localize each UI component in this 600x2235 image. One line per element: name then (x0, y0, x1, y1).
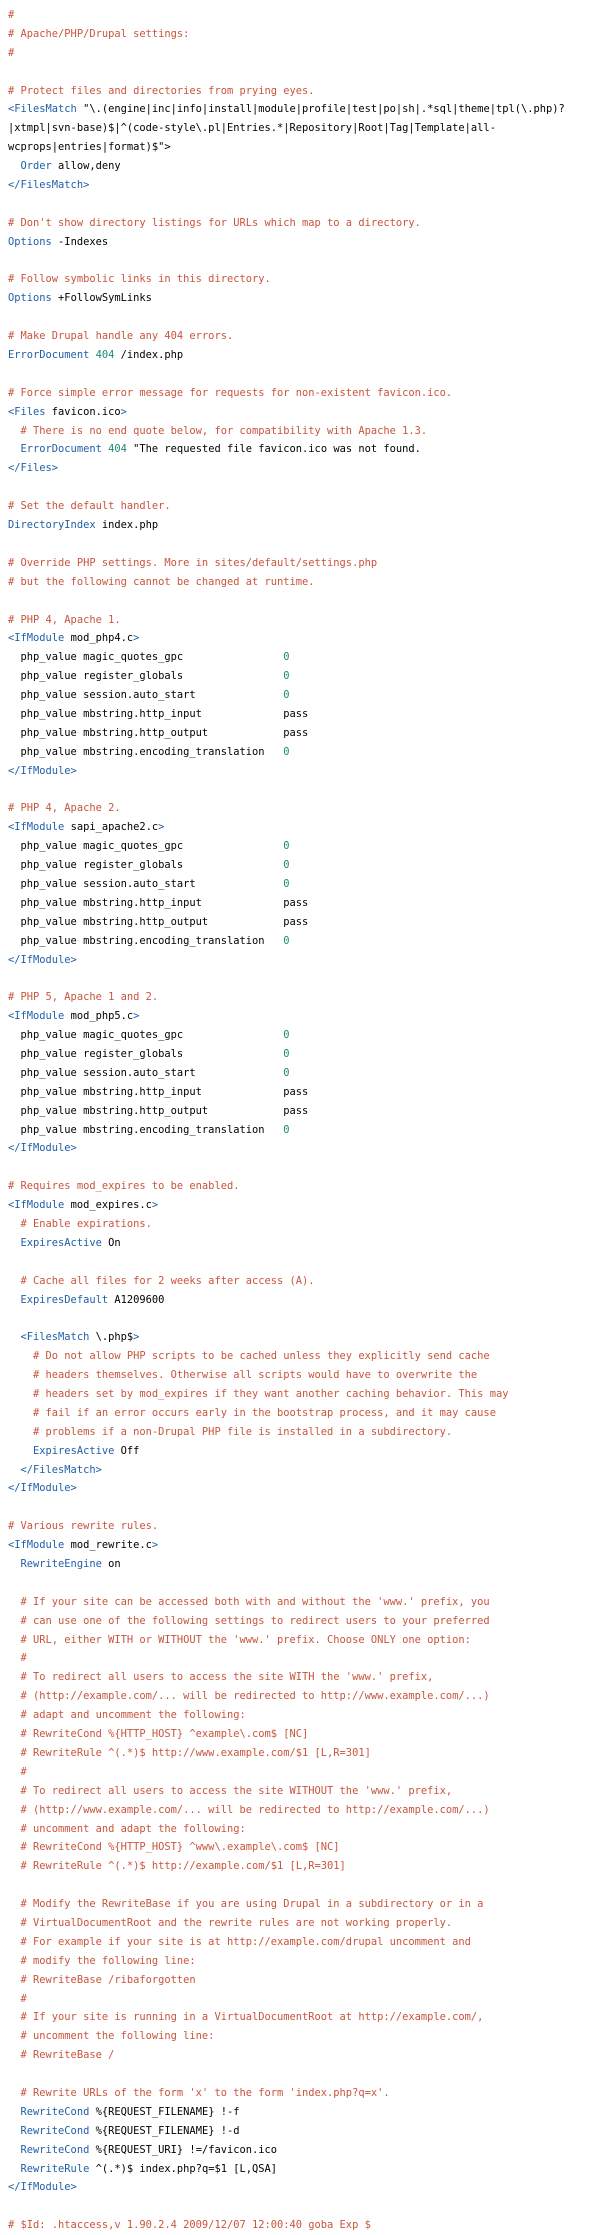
tag-token: <IfModule (8, 1010, 71, 1023)
comment-text: # headers set by mod_expires if they want another caching behavior. This may (8, 1388, 509, 1401)
code-text: -Indexes (51, 235, 109, 248)
comment-text: # Enable expirations. (8, 1218, 152, 1230)
tag-token: </IfModule> (8, 2181, 77, 2194)
comment-text: # adapt and uncomment the following: (8, 1709, 246, 1722)
number-token: 0 (283, 877, 290, 890)
comment-text: # (http://www.example.com/... will be redirected to http://example.com/...) (8, 1803, 490, 1816)
code-text: php_value mbstring.http_output pass (8, 1104, 309, 1117)
code-text: Off (114, 1444, 140, 1457)
code-text: +FollowSymLinks (51, 292, 152, 305)
code-line (8, 856, 600, 875)
comment-text: # fail if an error occurs early in the bootstrap process, and it may cause (8, 1406, 496, 1419)
code-line (8, 2160, 600, 2179)
code-line (8, 894, 600, 913)
comment-text: # PHP 4, Apache 2. (8, 802, 121, 815)
code-line (8, 44, 600, 63)
code-line (8, 214, 600, 233)
code-text: mod_expires.c (70, 1199, 152, 1212)
code-line (8, 611, 600, 630)
code-line (8, 1196, 600, 1215)
code-text: php_value register_globals (8, 1047, 284, 1060)
code-line (8, 2141, 600, 2160)
comment-text: # VirtualDocumentRoot and the rewrite rules are not working properly. (8, 1916, 453, 1929)
code-text: php_value magic_quotes_gpc (8, 1029, 284, 1042)
code-line (8, 913, 600, 932)
comment-text: # To redirect all users to access the site WITHOUT the 'www.' prefix, (8, 1784, 453, 1797)
code-line (8, 1309, 600, 1328)
number-token: 0 (283, 840, 290, 853)
code-text: php_value mbstring.encoding_translation (8, 934, 284, 947)
tag-token: <IfModule (8, 632, 71, 645)
directive-token: RewriteCond (20, 2105, 90, 2118)
code-line (8, 743, 600, 762)
tag-token: > (151, 1539, 159, 1552)
tag-token: </IfModule> (8, 764, 77, 777)
code-line (8, 1517, 600, 1536)
directive-token: RewriteEngine (20, 1558, 102, 1571)
code-line (8, 1234, 600, 1253)
code-text: %{REQUEST_FILENAME} !-f (89, 2105, 240, 2118)
tag-token: > (158, 821, 165, 834)
code-line (8, 1102, 600, 1121)
code-line (8, 629, 600, 648)
comment-text: # RewriteCond %{HTTP_HOST} ^www\.example\.com$ [NC] (8, 1841, 340, 1854)
code-text: On (101, 1236, 121, 1249)
code-line (8, 1007, 600, 1026)
code-line (8, 951, 600, 970)
comment-text: # Modify the RewriteBase if you are using Drupal in a subdirectory or in a (8, 1898, 484, 1911)
number-token: 0 (283, 1066, 290, 1079)
code-line (8, 1083, 600, 1102)
code-line (8, 1404, 600, 1423)
code-text: "The requested file favicon.ico was not found. (126, 443, 421, 456)
code-line (8, 1876, 600, 1895)
code-text: php_value register_globals (8, 670, 284, 683)
comment-text: # Follow symbolic links in this directory. (8, 273, 271, 286)
code-line (8, 422, 600, 441)
comment-text: # If your site can be accessed both with and without the 'www.' prefix, you (8, 1595, 490, 1608)
code-line (8, 1952, 600, 1971)
tag-token: <Files (8, 405, 52, 418)
comment-text: # (8, 1652, 27, 1665)
code-text: sapi_apache2.c (70, 821, 159, 834)
code-line (8, 1139, 600, 1158)
comment-text: # Protect files and directories from prying eyes. (8, 84, 315, 97)
comment-text: # Make Drupal handle any 404 errors. (8, 330, 234, 343)
code-line (8, 1461, 600, 1480)
code-text (8, 1445, 33, 1457)
code-line (8, 1328, 600, 1347)
code-line (8, 2122, 600, 2141)
code-line (8, 176, 600, 195)
code-line (8, 346, 600, 365)
tag-token: > (133, 1010, 140, 1023)
code-line (8, 403, 600, 422)
code-line (8, 1763, 600, 1782)
tag-token: <IfModule (8, 1539, 71, 1552)
tag-token: </IfModule> (8, 953, 77, 966)
tag-token: > (133, 632, 140, 645)
code-line (8, 1782, 600, 1801)
code-text (8, 2125, 21, 2137)
code-text: php_value mbstring.http_input pass (8, 896, 309, 909)
code-text: mod_php4.c (70, 632, 134, 645)
code-line (8, 554, 600, 573)
code-line (8, 119, 600, 138)
code-line (8, 1385, 600, 1404)
code-text: ^(.*)$ index.php?q=$1 [L,QSA] (89, 2162, 278, 2175)
comment-text: # but the following cannot be changed at runtime. (8, 575, 315, 588)
comment-text: # To redirect all users to access the site WITH the 'www.' prefix, (8, 1671, 434, 1684)
code-text: php_value session.auto_start (8, 877, 284, 890)
code-line (8, 82, 600, 101)
comment-text: # modify the following line: (8, 1954, 196, 1967)
comment-text: # Override PHP settings. More in sites/default/settings.php (8, 556, 378, 569)
comment-text: # (8, 9, 15, 21)
code-line (8, 573, 600, 592)
code-text: mod_rewrite.c (70, 1539, 152, 1552)
code-line (8, 384, 600, 403)
code-line (8, 1687, 600, 1706)
code-text (8, 2144, 21, 2156)
code-line (8, 762, 600, 781)
code-line (8, 1366, 600, 1385)
number-token: 0 (283, 651, 290, 664)
code-line (8, 2084, 600, 2103)
directive-token: ExpiresActive (33, 1444, 115, 1457)
code-line (8, 2027, 600, 2046)
code-line (8, 1668, 600, 1687)
code-line (8, 1536, 600, 1555)
comment-text: # uncomment and adapt the following: (8, 1822, 246, 1835)
tag-token: </FilesMatch> (8, 179, 90, 192)
code-line (8, 1291, 600, 1310)
code-line (8, 2197, 600, 2216)
comment-text: # (8, 46, 15, 59)
code-text: wcprops|entries|format)$"> (8, 141, 171, 154)
code-text: \.php$ (95, 1331, 134, 1344)
code-text (8, 1294, 21, 1306)
code-text: /index.php (114, 349, 184, 362)
directive-token: RewriteCond (20, 2143, 90, 2156)
comment-text: # RewriteBase / (8, 2049, 115, 2062)
code-text: php_value mbstring.http_input pass (8, 707, 309, 720)
code-line (8, 1649, 600, 1668)
code-line (8, 1574, 600, 1593)
code-text (8, 1558, 21, 1570)
code-line (8, 1933, 600, 1952)
number-token: 0 (283, 934, 290, 947)
number-token: 0 (283, 1047, 290, 1060)
comment-text: # headers themselves. Otherwise all scripts would have to overwrite the (8, 1369, 478, 1382)
directive-token: ExpiresDefault (20, 1293, 109, 1306)
comment-text: # RewriteRule ^(.*)$ http://www.example.com/$1 [L,R=301] (8, 1746, 371, 1759)
comment-text: # If your site is running in a VirtualDocumentRoot at http://example.com/, (8, 2011, 484, 2024)
tag-token: <IfModule (8, 821, 71, 834)
code-line (8, 1423, 600, 1442)
comment-text: # can use one of the following settings to redirect users to your preferred (8, 1614, 490, 1627)
code-line (8, 1801, 600, 1820)
number-token: 0 (283, 689, 290, 702)
comment-text: # PHP 4, Apache 1. (8, 613, 121, 626)
code-line (8, 138, 600, 157)
code-line (8, 1838, 600, 1857)
directive-token: DirectoryIndex (8, 519, 96, 532)
code-text (8, 1237, 21, 1249)
number-token: 0 (283, 745, 290, 758)
code-line (8, 516, 600, 535)
number-token: 0 (283, 1123, 290, 1136)
code-line (8, 705, 600, 724)
comment-text: # URL, either WITH or WITHOUT the 'www.' prefix. Choose ONLY one option: (8, 1633, 471, 1646)
code-line (8, 1498, 600, 1517)
tag-token: <IfModule (8, 1199, 71, 1212)
tag-token: </Files> (8, 462, 59, 475)
code-line (8, 1914, 600, 1933)
comment-text: # Apache/PHP/Drupal settings: (8, 27, 190, 40)
code-text: php_value magic_quotes_gpc (8, 651, 284, 664)
code-line (8, 1820, 600, 1839)
code-line (8, 1272, 600, 1291)
comment-text: # (8, 1992, 27, 2005)
comment-text: # (8, 1765, 27, 1778)
code-line (8, 988, 600, 1007)
code-line (8, 308, 600, 327)
comment-text: # Various rewrite rules. (8, 1520, 159, 1533)
code-line (8, 1064, 600, 1083)
code-line (8, 648, 600, 667)
code-line (8, 667, 600, 686)
directive-token: ErrorDocument (8, 349, 90, 362)
code-line (8, 2065, 600, 2084)
tag-token: > (120, 405, 127, 418)
tag-token: > (133, 1331, 140, 1344)
code-line (8, 270, 600, 289)
code-line (8, 2008, 600, 2027)
code-line (8, 781, 600, 800)
code-text: php_value mbstring.encoding_translation (8, 745, 284, 758)
code-line (8, 440, 600, 459)
code-text: php_value mbstring.http_output pass (8, 726, 309, 739)
code-line (8, 1631, 600, 1650)
code-text: php_value session.auto_start (8, 1066, 284, 1079)
code-text: A1209600 (108, 1293, 165, 1306)
directive-token: ErrorDocument (20, 443, 102, 456)
code-line (8, 289, 600, 308)
code-line (8, 63, 600, 82)
code-line (8, 818, 600, 837)
code-text: favicon.ico (51, 405, 121, 418)
code-line (8, 1479, 600, 1498)
comment-text: # Requires mod_expires to be enabled. (8, 1180, 240, 1193)
directive-token: RewriteCond (20, 2124, 90, 2137)
code-line (8, 459, 600, 478)
code-line (8, 1706, 600, 1725)
code-line (8, 932, 600, 951)
code-text: %{REQUEST_URI} !=/favicon.ico (89, 2143, 278, 2156)
code-text (8, 2106, 21, 2118)
code-line (8, 1857, 600, 1876)
code-line (8, 1555, 600, 1574)
code-line (8, 2216, 600, 2235)
code-text: allow,deny (51, 160, 121, 173)
directive-token: RewriteRule (20, 2162, 90, 2175)
comment-text: # Rewrite URLs of the form 'x' to the form 'index.php?q=x'. (8, 2086, 390, 2099)
number-token: 404 (108, 443, 127, 456)
tag-token: <FilesMatch (20, 1331, 96, 1344)
directive-token: Options (8, 235, 52, 248)
code-line (8, 724, 600, 743)
comment-text: # Force simple error message for requests for non-existent favicon.ico. (8, 386, 453, 399)
code-line (8, 837, 600, 856)
code-line (8, 1990, 600, 2009)
code-line (8, 157, 600, 176)
code-line (8, 1215, 600, 1234)
code-line (8, 365, 600, 384)
code-text: |xtmpl|svn-base)$|^(code-style\.pl|Entries.*|Repository|Root|Tag|Template|all- (8, 122, 496, 135)
comment-text: # PHP 5, Apache 1 and 2. (8, 991, 159, 1004)
code-text: php_value mbstring.http_output pass (8, 915, 309, 928)
code-line (8, 1347, 600, 1366)
number-token: 0 (283, 670, 290, 683)
code-text: php_value session.auto_start (8, 689, 284, 702)
code-line (8, 799, 600, 818)
comment-text: # Do not allow PHP scripts to be cached unless they explicitly send cache (8, 1350, 490, 1363)
number-token: 0 (283, 1029, 290, 1042)
code-text: php_value mbstring.http_input pass (8, 1085, 309, 1098)
tag-token: > (151, 1199, 159, 1212)
code-line (8, 1895, 600, 1914)
code-line (8, 1971, 600, 1990)
code-line (8, 1593, 600, 1612)
code-text (8, 1464, 21, 1476)
number-token: 0 (283, 859, 290, 872)
code-text: on (101, 1558, 121, 1571)
directive-token: Options (8, 292, 52, 305)
comment-text: # Cache all files for 2 weeks after access (A). (8, 1274, 315, 1287)
code-text: index.php (95, 519, 159, 532)
tag-token: <FilesMatch (8, 103, 84, 116)
code-line (8, 1158, 600, 1177)
comment-text: # Don't show directory listings for URLs which map to a directory. (8, 216, 421, 229)
code-line (8, 233, 600, 252)
directive-token: Order (20, 160, 52, 173)
tag-token: </IfModule> (8, 1142, 77, 1155)
code-line (8, 592, 600, 611)
comment-text: # For example if your site is at http://example.com/drupal uncomment and (8, 1935, 471, 1948)
comment-text: # RewriteCond %{HTTP_HOST} ^example\.com$ [NC] (8, 1728, 309, 1741)
code-line (8, 100, 600, 119)
code-text: %{REQUEST_FILENAME} !-d (89, 2124, 240, 2137)
code-text: php_value magic_quotes_gpc (8, 840, 284, 853)
tag-token: </FilesMatch> (20, 1463, 102, 1476)
code-line (8, 1121, 600, 1140)
tag-token: </IfModule> (8, 1482, 77, 1495)
comment-text: # uncomment the following line: (8, 2030, 215, 2043)
directive-token: ExpiresActive (20, 1236, 102, 1249)
code-text (8, 2163, 21, 2175)
code-line (8, 25, 600, 44)
code-line (8, 1442, 600, 1461)
code-line (8, 497, 600, 516)
comment-text: # Set the default handler. (8, 500, 171, 513)
comment-text: # problems if a non-Drupal PHP file is installed in a subdirectory. (8, 1425, 453, 1438)
code-line (8, 1026, 600, 1045)
code-text: php_value register_globals (8, 859, 284, 872)
code-text (8, 1331, 21, 1343)
code-line (8, 2103, 600, 2122)
code-line (8, 327, 600, 346)
code-line (8, 2178, 600, 2197)
code-line (8, 686, 600, 705)
code-line (8, 1725, 600, 1744)
code-line (8, 969, 600, 988)
code-line (8, 195, 600, 214)
code-line (8, 6, 600, 25)
code-line (8, 875, 600, 894)
comment-text: # RewriteBase /ribaforgotten (8, 1973, 196, 1986)
code-text: php_value mbstring.encoding_translation (8, 1123, 284, 1136)
comment-text: # $Id: .htaccess,v 1.90.2.4 2009/12/07 12:00:40 goba Exp $ (8, 2219, 371, 2232)
code-line (8, 478, 600, 497)
code-line (8, 1612, 600, 1631)
comment-text: # (http://example.com/... will be redirected to http://www.example.com/...) (8, 1690, 490, 1703)
code-line (8, 1177, 600, 1196)
comment-text: # RewriteRule ^(.*)$ http://example.com/$1 [L,R=301] (8, 1860, 346, 1873)
code-line (8, 1045, 600, 1064)
code-line (8, 535, 600, 554)
number-token: 404 (95, 349, 115, 362)
code-line (8, 252, 600, 271)
code-text (8, 443, 21, 455)
code-text: mod_php5.c (70, 1010, 134, 1023)
code-line (8, 2046, 600, 2065)
comment-text: # There is no end quote below, for compatibility with Apache 1.3. (8, 424, 428, 437)
code-text: "\.(engine|inc|info|install|module|profile|test|po|sh|.*sql|theme|tpl(\.php)? (83, 103, 565, 116)
code-text (8, 160, 21, 172)
code-line (8, 1253, 600, 1272)
code-line (8, 1744, 600, 1763)
